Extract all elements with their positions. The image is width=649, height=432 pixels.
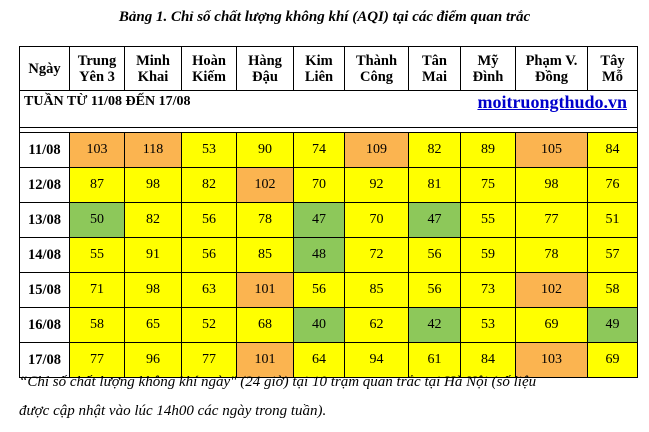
- aqi-cell: 87: [70, 168, 125, 203]
- header-line-2: Đồng: [534, 68, 569, 85]
- aqi-cell: 63: [182, 273, 237, 308]
- aqi-cell: 105: [516, 133, 588, 168]
- header-line-1: Mỹ: [477, 52, 499, 69]
- header-line-2: Công: [359, 68, 394, 85]
- table-row: [20, 308, 638, 343]
- header-station: [294, 47, 345, 91]
- aqi-cell: 74: [294, 133, 345, 168]
- aqi-cell: 52: [182, 308, 237, 343]
- table-row: [20, 133, 638, 168]
- table-row: [20, 203, 638, 238]
- date-cell: 12/08: [20, 168, 70, 203]
- aqi-table: [19, 46, 638, 378]
- aqi-cell: 91: [125, 238, 182, 273]
- aqi-cell: 103: [70, 133, 125, 168]
- aqi-cell: 103: [516, 343, 588, 378]
- header-line-1: Tân: [422, 52, 447, 69]
- date-cell: 14/08: [20, 238, 70, 273]
- header-line-1: Hoàn: [192, 52, 226, 69]
- aqi-cell: 81: [409, 168, 461, 203]
- aqi-cell: 89: [461, 133, 516, 168]
- table-row: [20, 168, 638, 203]
- header-station: [588, 47, 638, 91]
- aqi-cell: 78: [516, 238, 588, 273]
- header-line-1: Kim: [305, 52, 333, 69]
- aqi-cell: 85: [345, 273, 409, 308]
- aqi-cell: 62: [345, 308, 409, 343]
- aqi-cell: 82: [409, 133, 461, 168]
- aqi-cell: 42: [409, 308, 461, 343]
- aqi-cell: 82: [182, 168, 237, 203]
- aqi-cell: 94: [345, 343, 409, 378]
- table-caption: Bảng 1. Chỉ số chất lượng không khí (AQI) tại các điểm quan trắc: [118, 9, 531, 25]
- aqi-cell: 76: [588, 168, 638, 203]
- aqi-cell: 68: [237, 308, 294, 343]
- aqi-cell: 55: [70, 238, 125, 273]
- header-line-1: Trung: [77, 52, 117, 69]
- aqi-cell: 49: [588, 308, 638, 343]
- aqi-cell: 48: [294, 238, 345, 273]
- week-title: TUẦN TỪ 11/08 ĐẾN 17/08: [24, 94, 191, 109]
- aqi-cell: 53: [182, 133, 237, 168]
- header-line-1: Phạm V.: [525, 52, 578, 69]
- table-row: [20, 343, 638, 378]
- header-row: [20, 47, 638, 91]
- aqi-cell: 61: [409, 343, 461, 378]
- aqi-cell: 56: [182, 203, 237, 238]
- date-cell: 16/08: [20, 308, 70, 343]
- header-station: [345, 47, 409, 91]
- header-day: [20, 47, 70, 91]
- table-row: [20, 238, 638, 273]
- aqi-cell: 56: [409, 273, 461, 308]
- date-cell: 15/08: [20, 273, 70, 308]
- aqi-cell: 53: [461, 308, 516, 343]
- aqi-cell: 50: [70, 203, 125, 238]
- header-line-2: Khai: [137, 68, 169, 85]
- aqi-cell: 98: [516, 168, 588, 203]
- aqi-cell: 69: [588, 343, 638, 378]
- aqi-cell: 56: [294, 273, 345, 308]
- aqi-cell: 84: [461, 343, 516, 378]
- table-row: [20, 273, 638, 308]
- header-line-2: Liên: [304, 68, 334, 85]
- aqi-cell: 102: [237, 168, 294, 203]
- footnote-line-1: “Chỉ số chất lượng không khí ngày" (24 giờ) tại 10 trạm quan trắc tại Hà Nội (số liệu: [19, 374, 537, 390]
- aqi-cell: 109: [345, 133, 409, 168]
- aqi-cell: 59: [461, 238, 516, 273]
- header-line-1: Hàng: [248, 52, 282, 69]
- header-line-2: Mỗ: [602, 68, 623, 85]
- header-line-2: Mai: [422, 68, 447, 85]
- aqi-cell: 84: [588, 133, 638, 168]
- header-station: [70, 47, 125, 91]
- aqi-cell: 96: [125, 343, 182, 378]
- aqi-cell: 82: [125, 203, 182, 238]
- aqi-cell: 77: [70, 343, 125, 378]
- aqi-cell: 58: [588, 273, 638, 308]
- aqi-cell: 57: [588, 238, 638, 273]
- aqi-cell: 47: [294, 203, 345, 238]
- header-line-1: Ngày: [28, 60, 61, 77]
- header-station: [516, 47, 588, 91]
- header-line-2: Kiếm: [192, 68, 226, 85]
- aqi-cell: 90: [237, 133, 294, 168]
- aqi-cell: 40: [294, 308, 345, 343]
- aqi-cell: 64: [294, 343, 345, 378]
- aqi-cell: 118: [125, 133, 182, 168]
- aqi-cell: 69: [516, 308, 588, 343]
- aqi-cell: 56: [182, 238, 237, 273]
- aqi-cell: 71: [70, 273, 125, 308]
- header-line-1: Tây: [600, 52, 625, 69]
- aqi-cell: 75: [461, 168, 516, 203]
- aqi-cell: 70: [345, 203, 409, 238]
- aqi-cell: 70: [294, 168, 345, 203]
- header-line-2: Đậu: [252, 68, 278, 85]
- footnote-line-2: được cập nhật vào lúc 14h00 các ngày trong tuần).: [19, 403, 327, 419]
- date-cell: 17/08: [20, 343, 70, 378]
- header-line-1: Minh: [136, 52, 170, 69]
- aqi-cell: 85: [237, 238, 294, 273]
- header-line-2: Đình: [472, 68, 504, 85]
- header-station: [461, 47, 516, 91]
- header-station: [182, 47, 237, 91]
- header-line-2: Yên 3: [79, 68, 115, 85]
- aqi-cell: 55: [461, 203, 516, 238]
- aqi-cell: 78: [237, 203, 294, 238]
- aqi-cell: 51: [588, 203, 638, 238]
- aqi-cell: 101: [237, 343, 294, 378]
- header-station: [237, 47, 294, 91]
- aqi-cell: 47: [409, 203, 461, 238]
- aqi-cell: 77: [182, 343, 237, 378]
- date-cell: 13/08: [20, 203, 70, 238]
- aqi-cell: 92: [345, 168, 409, 203]
- aqi-cell: 58: [70, 308, 125, 343]
- aqi-cell: 101: [237, 273, 294, 308]
- date-cell: 11/08: [20, 133, 70, 168]
- header-station: [125, 47, 182, 91]
- aqi-cell: 98: [125, 168, 182, 203]
- header-line-1: Thành: [355, 52, 398, 69]
- section-row: [20, 91, 638, 128]
- aqi-cell: 56: [409, 238, 461, 273]
- aqi-cell: 98: [125, 273, 182, 308]
- source-link[interactable]: moitruongthudo.vn: [477, 92, 627, 112]
- aqi-cell: 73: [461, 273, 516, 308]
- header-station: [409, 47, 461, 91]
- aqi-cell: 72: [345, 238, 409, 273]
- aqi-cell: 102: [516, 273, 588, 308]
- aqi-cell: 77: [516, 203, 588, 238]
- aqi-cell: 65: [125, 308, 182, 343]
